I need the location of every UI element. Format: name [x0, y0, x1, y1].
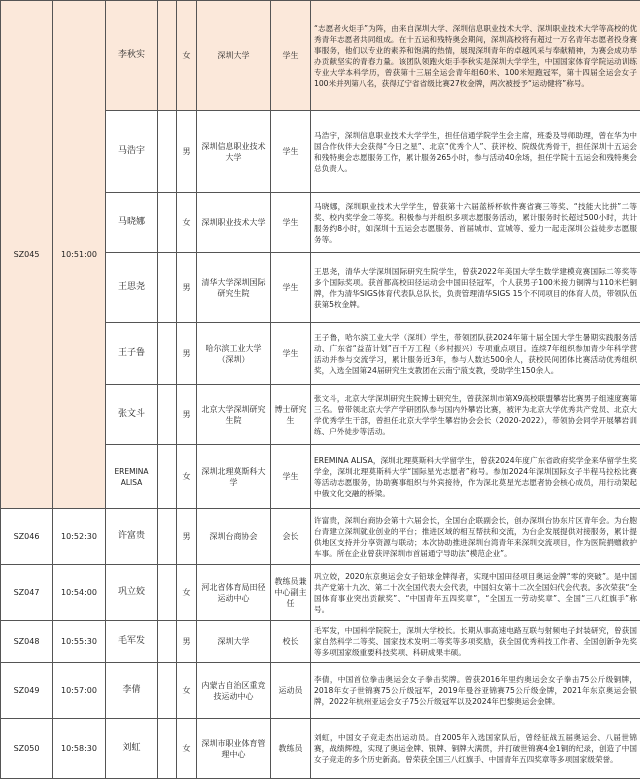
unit: 哈尔滨工业大学（深圳） — [197, 323, 271, 385]
unit: 内蒙古自治区重竞技运动中心 — [197, 663, 271, 719]
person-name: EREMINA ALISA — [106, 445, 158, 509]
table-row — [1, 1, 640, 111]
person-name: 李倩 — [106, 663, 158, 719]
blank-cell — [158, 621, 177, 663]
gender: 女 — [177, 193, 197, 253]
blank-cell — [158, 565, 177, 621]
relay-time: 10:58:30 — [53, 719, 106, 779]
person-name: 马晓娜 — [106, 193, 158, 253]
blank-cell — [158, 1, 177, 111]
relay-time: 10:55:30 — [53, 621, 106, 663]
role: 校长 — [271, 621, 311, 663]
description: EREMINA ALISA，深圳北理莫斯科大学留学生，曾获2024年度广东省政府奖学金来华留学生奖学金，深圳北理莫斯科大学“国际星光志愿者”称号。参加2024年深圳国际女子半程马拉松比赛等活动志愿服务，协助赛事组织与外宾接待，作为深北莫星光志愿者协会核心成员，用行动架起中俄文化交融的桥梁。 — [311, 445, 640, 509]
description: 马晓娜，深圳职业技术大学学生，曾获第十六届蓝桥杯软件赛省赛三等奖、“技能大比拼”二等奖、校内奖学金二等奖。积极参与并组织多项志愿服务活动，累计服务时长超过500小时，共计服务约8小时，如深圳十五运会志愿服务、首届城市、宣城等、爱力一起走深圳公益徒步志愿服务等。 — [311, 193, 640, 253]
gender: 男 — [177, 385, 197, 445]
role: 博士研究生 — [271, 385, 311, 445]
blank-cell — [158, 111, 177, 193]
blank-cell — [158, 323, 177, 385]
gender: 男 — [177, 253, 197, 323]
blank-cell — [158, 445, 177, 509]
role: 学生 — [271, 253, 311, 323]
role: 学生 — [271, 445, 311, 509]
person-name: 王子鲁 — [106, 323, 158, 385]
blank-cell — [158, 663, 177, 719]
blank-cell — [158, 509, 177, 565]
person-name: 李秋实 — [106, 1, 158, 111]
person-name: 刘虹 — [106, 719, 158, 779]
relay-time: 10:52:30 — [53, 509, 106, 565]
person-name: 巩立姣 — [106, 565, 158, 621]
role: 学生 — [271, 111, 311, 193]
gender: 女 — [177, 565, 197, 621]
unit: 深圳大学 — [197, 1, 271, 111]
description: 马浩宇，深圳信息职业技术大学学生，担任信通学院学生会主席，班委及导师助理，曾在华为中国合作伙伴大会获得“今日之星”、北京“优秀个人”、获评校、院级优秀骨干，担任深圳十五运会和残特奥会志愿服务工作，累计服务265小时，参与活动40余场，担任学院十五运会和残特奥会总负责人。 — [311, 111, 640, 193]
table-row — [1, 621, 640, 663]
description: 张文斗，北京大学深圳研究生院博士研究生，曾获深圳市第X9高校联盟攀岩比赛男子组速度赛第三名。曾带领北京大学产学研团队参与国内外攀岩比赛，被评为北京大学优秀共产党员、北京大学优秀学生干部，曾担任北京大学学生攀岩协会会长（2020-2022），带领协会同学开展攀岩训练、户外徒步等活动。 — [311, 385, 640, 445]
role: 学生 — [271, 1, 311, 111]
role: 教练员 — [271, 719, 311, 779]
person-name: 马浩宇 — [106, 111, 158, 193]
gender: 男 — [177, 111, 197, 193]
description: 王思尧，清华大学深圳国际研究生院学生，曾获2022年美国大学生数学建模竞赛国际二等奖等多个国际奖项。获首都高校田径运动会中国田径冠军，个人获男子100米接力铜牌与110米栏铜牌，作为清华SIGS体育代表队总队长，负责管理清华SIGS 15个不同项目的体育人员，带领队伍获第5枚金牌。 — [311, 253, 640, 323]
relay-code: SZ050 — [1, 719, 53, 779]
blank-cell — [158, 385, 177, 445]
relay-code: SZ046 — [1, 509, 53, 565]
description: 李倩，中国首位拳击奥运会女子拳击奖牌。曾获2016年里约奥运会女子拳击75公斤级铜牌，2018年女子世锦赛75公斤级冠军，2019年曼谷亚锦赛75公斤级金牌，2021年东京奥运会银牌，2022年杭州亚运会女子75公斤级冠军以及2024年巴黎奥运会金牌。 — [311, 663, 640, 719]
role: 教练员兼中心副主任 — [271, 565, 311, 621]
relay-time: 10:51:00 — [53, 1, 106, 509]
gender: 女 — [177, 445, 197, 509]
unit: 北京大学深圳研究生院 — [197, 385, 271, 445]
gender: 女 — [177, 663, 197, 719]
unit: 深圳职业技术大学 — [197, 193, 271, 253]
relay-code: SZ048 — [1, 621, 53, 663]
relay-time: 10:54:00 — [53, 565, 106, 621]
role: 学生 — [271, 323, 311, 385]
description: “志愿者火炬手”为阵，由来自深圳大学、深圳信息职业技术大学、深圳职业技术大学等高校的优秀青年志愿者共同组成。在十五运和残特奥会期间，深圳高校将有超过一万名青年志愿者投身赛事服务，他们以专业的素养和饱满的热情，展现深圳青年的卓越风采与奉献精神，为赛会成功举办贡献坚实的青春力量。该团队领跑火炬手李秋实是深圳大学学生，中国国家体育学院运动训练专业大学本科学历，曾获第十三届全运会青年组60米、100米短跑冠军，第十四届全运会女子100米并列第八名，获得辽宁省省级比赛27枚金牌，两次被授予“运动健将”称号。 — [311, 1, 640, 111]
description: 王子鲁，哈尔滨工业大学（深圳）学生，带领团队获2024年第十届全国大学生暑期实践服务活动、广东省“益苗计划”百千万工程（乡村振兴）专项重点项目。连续7年组织参加青少年科学营活动并参与交流学习，累计服务近3年，参与人数达500余人，获校民间团体比赛活动优秀组织奖，入选全国第24届研究生支教团在云南宁蒗支教，受助学生150余人。 — [311, 323, 640, 385]
relay-code: SZ047 — [1, 565, 53, 621]
blank-cell — [158, 193, 177, 253]
person-name: 张文斗 — [106, 385, 158, 445]
unit: 清华大学深圳国际研究生院 — [197, 253, 271, 323]
description: 巩立姣，2020东京奥运会女子铅球金牌得者，实现中国田径项目奥运金牌“零的突破”。是中国共产党第十九次、第二十次全国代表大会代表，中国妇女第十二次全国妇代会代表。多次荣获“全国体育事业突出贡献奖”、“中国青年五四奖章”，“全国五一劳动奖章”、全国“三八红旗手”称号。 — [311, 565, 640, 621]
person-name: 毛军发 — [106, 621, 158, 663]
role: 学生 — [271, 193, 311, 253]
person-name: 许富贵 — [106, 509, 158, 565]
person-name: 王思尧 — [106, 253, 158, 323]
table-row — [1, 565, 640, 621]
blank-cell — [158, 253, 177, 323]
table-row — [1, 719, 640, 779]
description: 许富贵，深圳台商协会第十六届会长，全国台企联副会长，创办深圳台协东片区青年会。为台胞台青建立深圳就业创业的平台；推进区域的相互帮扶和交流，为台企发展提供对接服务，累计提供地区支持并分享资源与联动；本次协助推进深圳台湾青年来深圳交流项目，作为医院捐赠救护车事。所在企业曾获评深圳市首届通宁导助法“模范企业”。 — [311, 509, 640, 565]
description: 毛军发，中国科学院院士，深圳大学校长。长期从事高速电路互联与射频电子封装研究，曾获国家自然科学二等奖、国家技术发明二等奖等多项奖励，获全国优秀科技工作者、全国创新争先奖等多项国家级重要科技奖项、科研成果丰硕。 — [311, 621, 640, 663]
role: 会长 — [271, 509, 311, 565]
unit: 深圳市职业体育管理中心 — [197, 719, 271, 779]
unit: 深圳北理莫斯科大学 — [197, 445, 271, 509]
blank-cell — [158, 719, 177, 779]
table-row — [1, 509, 640, 565]
gender: 男 — [177, 621, 197, 663]
gender: 女 — [177, 719, 197, 779]
description: 刘虹，中国女子竞走杰出运动员。自2005年入选国家队后，曾经征战五届奥运会、八届世锦赛，战绩辉煌，实现了奥运金牌、银牌、铜牌大满贯，并打破世锦赛4金1铜的纪录，创造了中国女子竞走的多个历史新高。曾荣获全国三八红旗手、中国青年五四奖章等多项国家级荣誉。 — [311, 719, 640, 779]
gender: 男 — [177, 509, 197, 565]
relay-code: SZ045 — [1, 1, 53, 509]
relay-time: 10:57:00 — [53, 663, 106, 719]
unit: 深圳信息职业技术大学 — [197, 111, 271, 193]
table-row — [1, 663, 640, 719]
unit: 深圳台商协会 — [197, 509, 271, 565]
role: 运动员 — [271, 663, 311, 719]
relay-code: SZ049 — [1, 663, 53, 719]
unit: 深圳大学 — [197, 621, 271, 663]
gender: 男 — [177, 323, 197, 385]
gender: 女 — [177, 1, 197, 111]
unit: 河北省体育局田径运动中心 — [197, 565, 271, 621]
